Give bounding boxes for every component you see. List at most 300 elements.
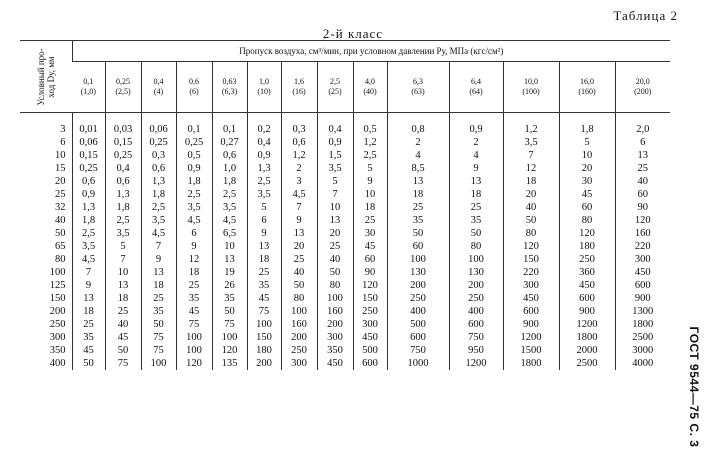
pressure-column-header	[559, 62, 615, 113]
spacer-cell	[176, 113, 212, 124]
leakage-cell: 0,03	[105, 123, 141, 136]
leakage-cell: 0,01	[72, 123, 105, 136]
leakage-cell: 0,6	[105, 175, 141, 188]
table-row	[20, 162, 670, 175]
nominal-bore-cell: 15	[55, 163, 66, 174]
leakage-cell: 2	[449, 136, 503, 149]
leakage-cell: 2,5	[353, 149, 387, 162]
leakage-cell: 100	[387, 253, 449, 266]
leakage-cell: 600	[387, 331, 449, 344]
pressure-column-header	[141, 62, 176, 113]
leakage-cell: 3	[281, 175, 317, 188]
table-row	[20, 357, 670, 370]
leakage-cell: 75	[176, 318, 212, 331]
pressure-mpa: 20,0	[635, 77, 650, 86]
leakage-cell: 40	[281, 266, 317, 279]
leakage-cell: 5	[105, 240, 141, 253]
leakage-cell: 200	[387, 279, 449, 292]
leakage-cell: 45	[247, 292, 281, 305]
table-row	[20, 266, 670, 279]
leakage-cell: 40	[105, 318, 141, 331]
leakage-cell: 100	[317, 292, 353, 305]
leakage-cell: 2,0	[615, 123, 670, 136]
leakage-cell: 6	[247, 214, 281, 227]
leakage-cell: 130	[449, 266, 503, 279]
spacer-cell	[353, 113, 387, 124]
leakage-cell: 80	[281, 292, 317, 305]
leakage-cell: 300	[281, 357, 317, 370]
pressure-mpa: 0,63	[222, 77, 237, 86]
spacer-row	[20, 113, 670, 124]
leakage-cell: 3,5	[212, 201, 247, 214]
table-row	[20, 175, 670, 188]
leakage-cell: 1200	[503, 331, 559, 344]
spacer-cell	[317, 113, 353, 124]
leakage-cell: 3,5	[503, 136, 559, 149]
nominal-bore-cell: 40	[55, 215, 66, 226]
table-row	[20, 240, 670, 253]
leakage-cell: 45	[72, 344, 105, 357]
leakage-cell: 20	[317, 227, 353, 240]
pressure-columns-row	[20, 62, 670, 113]
leakage-cell: 130	[387, 266, 449, 279]
leakage-cell: 2500	[615, 331, 670, 344]
leakage-cell: 2500	[559, 357, 615, 370]
leakage-cell: 50	[503, 214, 559, 227]
leakage-cell: 80	[559, 214, 615, 227]
leakage-cell: 1,3	[247, 162, 281, 175]
leakage-cell: 18	[141, 279, 176, 292]
leakage-cell: 180	[559, 240, 615, 253]
leakage-cell: 100	[212, 331, 247, 344]
pressure-kgs: (160)	[578, 87, 596, 96]
pressure-column-header	[615, 62, 670, 113]
nominal-bore-cell: 100	[49, 267, 66, 278]
leakage-cell: 2,5	[247, 175, 281, 188]
leakage-cell: 90	[615, 201, 670, 214]
leakage-cell: 80	[449, 240, 503, 253]
leakage-cell: 75	[141, 344, 176, 357]
leakage-cell: 25	[449, 201, 503, 214]
leakage-cell: 0,2	[247, 123, 281, 136]
leakage-cell: 75	[212, 318, 247, 331]
leakage-cell: 2,5	[141, 201, 176, 214]
leakage-cell: 300	[615, 253, 670, 266]
leakage-cell: 2,5	[72, 227, 105, 240]
leakage-cell: 7	[141, 240, 176, 253]
leakage-cell: 250	[449, 292, 503, 305]
leakage-cell: 250	[353, 305, 387, 318]
leakage-cell: 3,5	[105, 227, 141, 240]
leakage-cell: 3,5	[141, 214, 176, 227]
leakage-cell: 7	[72, 266, 105, 279]
gost-side-label	[684, 322, 704, 452]
nominal-bore-cell: 6	[60, 137, 66, 148]
leakage-cell: 18	[176, 266, 212, 279]
leakage-cell: 100	[247, 318, 281, 331]
leakage-cell: 120	[503, 240, 559, 253]
nominal-bore-cell: 10	[55, 150, 66, 161]
pressure-mpa: 0,25	[116, 77, 130, 86]
leakage-cell: 900	[615, 292, 670, 305]
leakage-cell: 35	[449, 214, 503, 227]
leakage-cell: 1,8	[559, 123, 615, 136]
pressure-column-header	[317, 62, 353, 113]
leakage-cell: 0,9	[176, 162, 212, 175]
leakage-cell: 25	[353, 214, 387, 227]
leakage-cell: 450	[317, 357, 353, 370]
leakage-cell: 4,5	[141, 227, 176, 240]
leakage-cell: 500	[353, 344, 387, 357]
pressure-kgs: (6)	[189, 87, 199, 96]
leakage-cell: 4	[449, 149, 503, 162]
pressure-column-header	[212, 62, 247, 113]
leakage-cell: 35	[141, 305, 176, 318]
leakage-cell: 160	[317, 305, 353, 318]
pressure-mpa: 6,3	[413, 77, 423, 86]
leakage-cell: 0,9	[247, 149, 281, 162]
leakage-cell: 250	[387, 292, 449, 305]
leakage-cell: 50	[212, 305, 247, 318]
leakage-cell: 4000	[615, 357, 670, 370]
leakage-cell: 120	[615, 214, 670, 227]
leakage-cell: 450	[503, 292, 559, 305]
leakage-cell: 3,5	[72, 240, 105, 253]
leakage-cell: 10	[105, 266, 141, 279]
pressure-column-header	[281, 62, 317, 113]
leakage-cell: 8,5	[387, 162, 449, 175]
pressure-column-header	[176, 62, 212, 113]
leakage-cell: 9	[141, 253, 176, 266]
table-row	[20, 214, 670, 227]
pressure-column-header	[105, 62, 141, 113]
pressure-kgs: (25)	[328, 87, 342, 96]
pressure-kgs: (10)	[257, 87, 271, 96]
leakage-cell: 80	[503, 227, 559, 240]
leakage-cell: 0,9	[449, 123, 503, 136]
table-row	[20, 201, 670, 214]
nominal-bore-cell: 350	[49, 345, 66, 356]
leakage-cell: 1,0	[212, 162, 247, 175]
leakage-cell: 25	[72, 318, 105, 331]
pressure-column-header	[449, 62, 503, 113]
leakage-cell: 25	[176, 279, 212, 292]
leakage-cell: 160	[615, 227, 670, 240]
leakage-cell: 13	[615, 149, 670, 162]
pressure-kgs: (1,0)	[80, 87, 96, 96]
leakage-cell: 0,3	[141, 149, 176, 162]
leakage-cell: 0,06	[72, 136, 105, 149]
leakage-cell: 0,27	[212, 136, 247, 149]
leakage-cell: 750	[449, 331, 503, 344]
nominal-bore-cell: 50	[55, 228, 66, 239]
leakage-cell: 50	[72, 357, 105, 370]
leakage-cell: 950	[449, 344, 503, 357]
spacer-cell	[72, 113, 105, 124]
leakage-cell: 200	[317, 318, 353, 331]
leakage-cell: 400	[449, 305, 503, 318]
leakage-cell: 25	[317, 240, 353, 253]
nominal-bore-cell: 32	[55, 202, 66, 213]
leakage-cell: 250	[281, 344, 317, 357]
table-row	[20, 227, 670, 240]
pressure-mpa: 1,6	[294, 77, 304, 86]
leakage-cell: 0,4	[105, 162, 141, 175]
leakage-cell: 13	[387, 175, 449, 188]
leakage-cell: 50	[281, 279, 317, 292]
leakage-cell: 600	[449, 318, 503, 331]
nominal-bore-cell: 150	[49, 293, 66, 304]
leakage-cell: 19	[212, 266, 247, 279]
leakage-cell: 180	[247, 344, 281, 357]
leakage-cell: 2000	[559, 344, 615, 357]
table-row	[20, 188, 670, 201]
leakage-cell: 900	[559, 305, 615, 318]
leakage-cell: 7	[317, 188, 353, 201]
leakage-cell: 1800	[559, 331, 615, 344]
spacer-cell	[615, 113, 670, 124]
table-row	[20, 149, 670, 162]
leakage-cell: 750	[387, 344, 449, 357]
leakage-cell: 360	[559, 266, 615, 279]
table-row	[20, 344, 670, 357]
leakage-cell: 40	[317, 253, 353, 266]
leakage-cell: 0,15	[72, 149, 105, 162]
leakage-cell: 450	[559, 279, 615, 292]
leakage-cell: 2,5	[176, 188, 212, 201]
leakage-cell: 90	[353, 266, 387, 279]
nominal-bore-header-label: Условный про- ход Dу, мм	[35, 47, 56, 106]
leakage-cell: 10	[317, 201, 353, 214]
leakage-cell: 35	[247, 279, 281, 292]
leakage-cell: 100	[281, 305, 317, 318]
leakage-cell: 1,8	[105, 201, 141, 214]
leakage-cell: 200	[281, 331, 317, 344]
leakage-cell: 7	[503, 149, 559, 162]
leakage-cell: 3,5	[317, 162, 353, 175]
leakage-cell: 9	[176, 240, 212, 253]
leakage-cell: 30	[559, 175, 615, 188]
leakage-cell: 13	[72, 292, 105, 305]
leakage-cell: 75	[105, 357, 141, 370]
table-row	[20, 136, 670, 149]
leakage-cell: 40	[503, 201, 559, 214]
leakage-cell: 100	[141, 357, 176, 370]
spacer-cell	[247, 113, 281, 124]
leakage-cell: 18	[105, 292, 141, 305]
leakage-cell: 45	[353, 240, 387, 253]
pressure-kgs: (40)	[363, 87, 377, 96]
leakage-cell: 10	[353, 188, 387, 201]
leakage-cell: 9	[72, 279, 105, 292]
gost-side-label-text: ГОСТ 9544—75 С. 3	[687, 326, 701, 448]
leakage-cell: 100	[449, 253, 503, 266]
leakage-cell: 1,8	[72, 214, 105, 227]
table-row	[20, 331, 670, 344]
table-row	[20, 305, 670, 318]
leakage-cell: 0,25	[72, 162, 105, 175]
leakage-cell: 3000	[615, 344, 670, 357]
leakage-cell: 200	[449, 279, 503, 292]
leakage-cell: 13	[141, 266, 176, 279]
pressure-kgs: (2,5)	[115, 87, 131, 96]
pressure-column-header	[503, 62, 559, 113]
leakage-cell: 1,8	[141, 188, 176, 201]
leakage-cell: 30	[353, 227, 387, 240]
leakage-cell: 0,5	[176, 149, 212, 162]
pressure-mpa: 10,0	[524, 77, 538, 86]
nominal-bore-cell: 80	[55, 254, 66, 265]
class-title: 2-й класс	[322, 26, 384, 41]
spacer-cell	[281, 113, 317, 124]
leakage-cell: 5	[559, 136, 615, 149]
leakage-cell: 600	[559, 292, 615, 305]
pressure-kgs: (4)	[153, 87, 164, 96]
leakage-cell: 75	[141, 331, 176, 344]
leakage-cell: 13	[317, 214, 353, 227]
nominal-bore-cell: 400	[49, 358, 66, 369]
leakage-cell: 1,5	[317, 149, 353, 162]
leakage-cell: 13	[449, 175, 503, 188]
leakage-cell: 50	[317, 266, 353, 279]
leakage-cell: 1200	[449, 357, 503, 370]
leakage-cell: 50	[141, 318, 176, 331]
leakage-cell: 3,5	[247, 188, 281, 201]
leakage-cell: 0,6	[212, 149, 247, 162]
leakage-cell: 0,6	[141, 162, 176, 175]
leakage-cell: 135	[212, 357, 247, 370]
leakage-cell: 13	[212, 253, 247, 266]
nominal-bore-cell: 20	[55, 176, 66, 187]
pressure-mpa: 2,5	[330, 77, 340, 86]
leakage-cell: 0,25	[105, 149, 141, 162]
leakage-cell: 2,5	[105, 214, 141, 227]
leakage-cell: 400	[387, 305, 449, 318]
leakage-cell: 4,5	[212, 214, 247, 227]
leakage-cell: 0,4	[317, 123, 353, 136]
pressure-mpa: 6,4	[471, 77, 481, 86]
leakage-cell: 9	[247, 227, 281, 240]
leakage-cell: 20	[559, 162, 615, 175]
leakage-cell: 2	[387, 136, 449, 149]
leakage-cell: 350	[317, 344, 353, 357]
leakage-cell: 150	[353, 292, 387, 305]
spacer-cell	[212, 113, 247, 124]
leakage-cell: 13	[281, 227, 317, 240]
pressure-kgs: (64)	[469, 87, 483, 96]
pressure-kgs: (16)	[292, 87, 306, 96]
leakage-cell: 1200	[559, 318, 615, 331]
leakage-cell: 0,9	[72, 188, 105, 201]
spacer-cell	[141, 113, 176, 124]
leakage-cell: 25	[387, 201, 449, 214]
leakage-cell: 7	[105, 253, 141, 266]
leakage-cell: 9	[281, 214, 317, 227]
table-label: Таблица 2	[613, 8, 678, 23]
table-row	[20, 253, 670, 266]
leakage-cell: 200	[247, 357, 281, 370]
nominal-bore-cell: 65	[55, 241, 66, 252]
leakage-cell: 2,5	[212, 188, 247, 201]
leakage-cell: 4,5	[176, 214, 212, 227]
pressure-kgs: (6,3)	[221, 87, 238, 96]
leakage-cell: 45	[559, 188, 615, 201]
nominal-bore-header	[20, 41, 72, 113]
leakage-cell: 13	[105, 279, 141, 292]
leakage-cell: 2	[281, 162, 317, 175]
nominal-bore-cell: 3	[60, 124, 66, 135]
leakage-cell: 0,9	[317, 136, 353, 149]
leakage-cell: 450	[615, 266, 670, 279]
leakage-cell: 0,8	[387, 123, 449, 136]
pressure-column-header	[353, 62, 387, 113]
leakage-cell: 5	[353, 162, 387, 175]
leakage-cell: 0,3	[281, 123, 317, 136]
leakage-cell: 50	[105, 344, 141, 357]
leakage-cell: 120	[559, 227, 615, 240]
leakage-cell: 600	[615, 279, 670, 292]
leakage-cell: 25	[615, 162, 670, 175]
table-row	[20, 318, 670, 331]
leakage-cell: 6,5	[212, 227, 247, 240]
leakage-cell: 35	[387, 214, 449, 227]
spacer-cell	[503, 113, 559, 124]
spacer-cell	[449, 113, 503, 124]
leakage-cell: 1,3	[141, 175, 176, 188]
leakage-cell: 3,5	[176, 201, 212, 214]
leakage-cell: 25	[141, 292, 176, 305]
leakage-cell: 1,3	[72, 201, 105, 214]
leakage-cell: 1300	[615, 305, 670, 318]
leakage-cell: 0,6	[281, 136, 317, 149]
air-leakage-table	[20, 40, 670, 370]
leakage-cell: 1800	[615, 318, 670, 331]
pressure-kgs: (200)	[634, 87, 652, 96]
leakage-cell: 10	[559, 149, 615, 162]
table-row	[20, 279, 670, 292]
nominal-bore-cell: 200	[49, 306, 66, 317]
leakage-cell: 0,1	[176, 123, 212, 136]
pressure-kgs: (63)	[411, 87, 425, 96]
leakage-cell: 300	[317, 331, 353, 344]
leakage-cell: 4,5	[281, 188, 317, 201]
leakage-cell: 300	[353, 318, 387, 331]
spacer-cell	[105, 113, 141, 124]
leakage-cell: 0,25	[141, 136, 176, 149]
leakage-cell: 1,2	[281, 149, 317, 162]
leakage-cell: 100	[176, 331, 212, 344]
leakage-cell: 300	[503, 279, 559, 292]
leakage-cell: 150	[503, 253, 559, 266]
table-body	[20, 113, 670, 371]
pressure-mpa: 16,0	[580, 77, 594, 86]
leakage-cell: 220	[615, 240, 670, 253]
leakage-cell: 150	[247, 331, 281, 344]
nominal-bore-cell: 25	[55, 189, 66, 200]
leakage-cell: 60	[559, 201, 615, 214]
leakage-cell: 120	[212, 344, 247, 357]
leakage-cell: 18	[503, 175, 559, 188]
leakage-cell: 0,6	[72, 175, 105, 188]
leakage-cell: 12	[176, 253, 212, 266]
leakage-cell: 250	[559, 253, 615, 266]
leakage-cell: 45	[176, 305, 212, 318]
pressure-column-header	[72, 62, 105, 113]
leakage-cell: 1,3	[105, 188, 141, 201]
leakage-cell: 75	[247, 305, 281, 318]
leakage-cell: 50	[449, 227, 503, 240]
leakage-cell: 35	[176, 292, 212, 305]
